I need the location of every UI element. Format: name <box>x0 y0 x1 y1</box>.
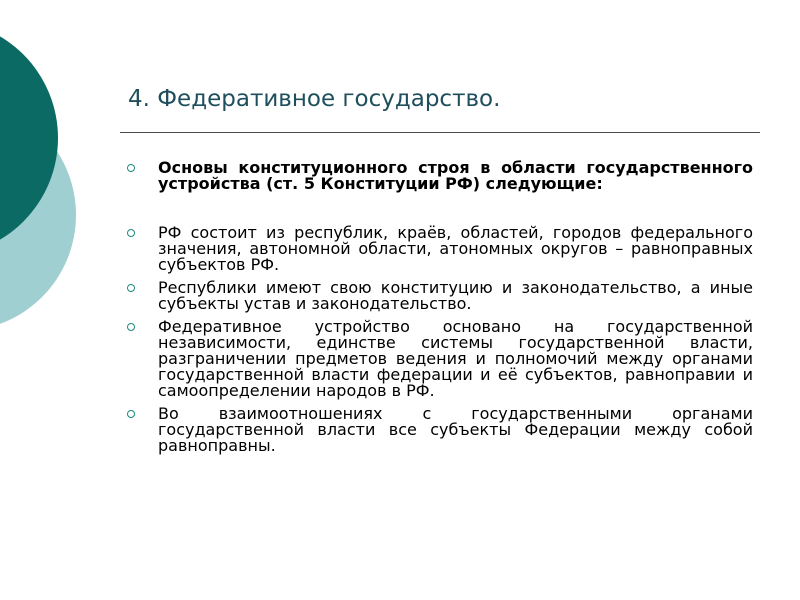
bullet-marker-icon <box>127 284 135 292</box>
bullet-list <box>127 160 753 454</box>
bullet-marker-icon <box>127 410 135 418</box>
title-divider <box>120 132 760 133</box>
bullet-text: РФ состоит из республик, краёв, областей, городов федерального значения, автономной области, атономных округов – равноправных субъектов РФ. <box>158 223 753 274</box>
slide-title: 4. Федеративное государство. <box>128 86 501 112</box>
bullet-item-equality <box>127 406 753 454</box>
bullet-marker-icon <box>127 229 135 237</box>
bullet-marker-icon <box>127 164 135 172</box>
bullet-text: Основы конституционного строя в области государственного устройства (ст. 5 Конституции РФ) следующие: <box>158 158 753 193</box>
bullet-text: Республики имеют свою конституцию и законодательство, а иные субъекты устав и законодательство. <box>158 278 753 313</box>
bullet-text: Федеративное устройство основано на государственной независимости, единстве системы государственной власти, разграничении предметов ведения и полномочий между органами государственной власти федерации и её субъектов, равноправии и самоопределении народов в РФ. <box>158 317 753 400</box>
bullet-item-republics <box>127 280 753 312</box>
bullet-text: Во взаимоотношениях с государственными органами государственной власти все субъекты Федерации между собой равноправны. <box>158 404 753 455</box>
decorative-circles <box>0 0 110 330</box>
bullet-item-federal-structure <box>127 319 753 399</box>
bullet-item-constitution-basis <box>127 160 753 192</box>
bullet-item-rf-composition <box>127 225 753 273</box>
bullet-marker-icon <box>127 323 135 331</box>
